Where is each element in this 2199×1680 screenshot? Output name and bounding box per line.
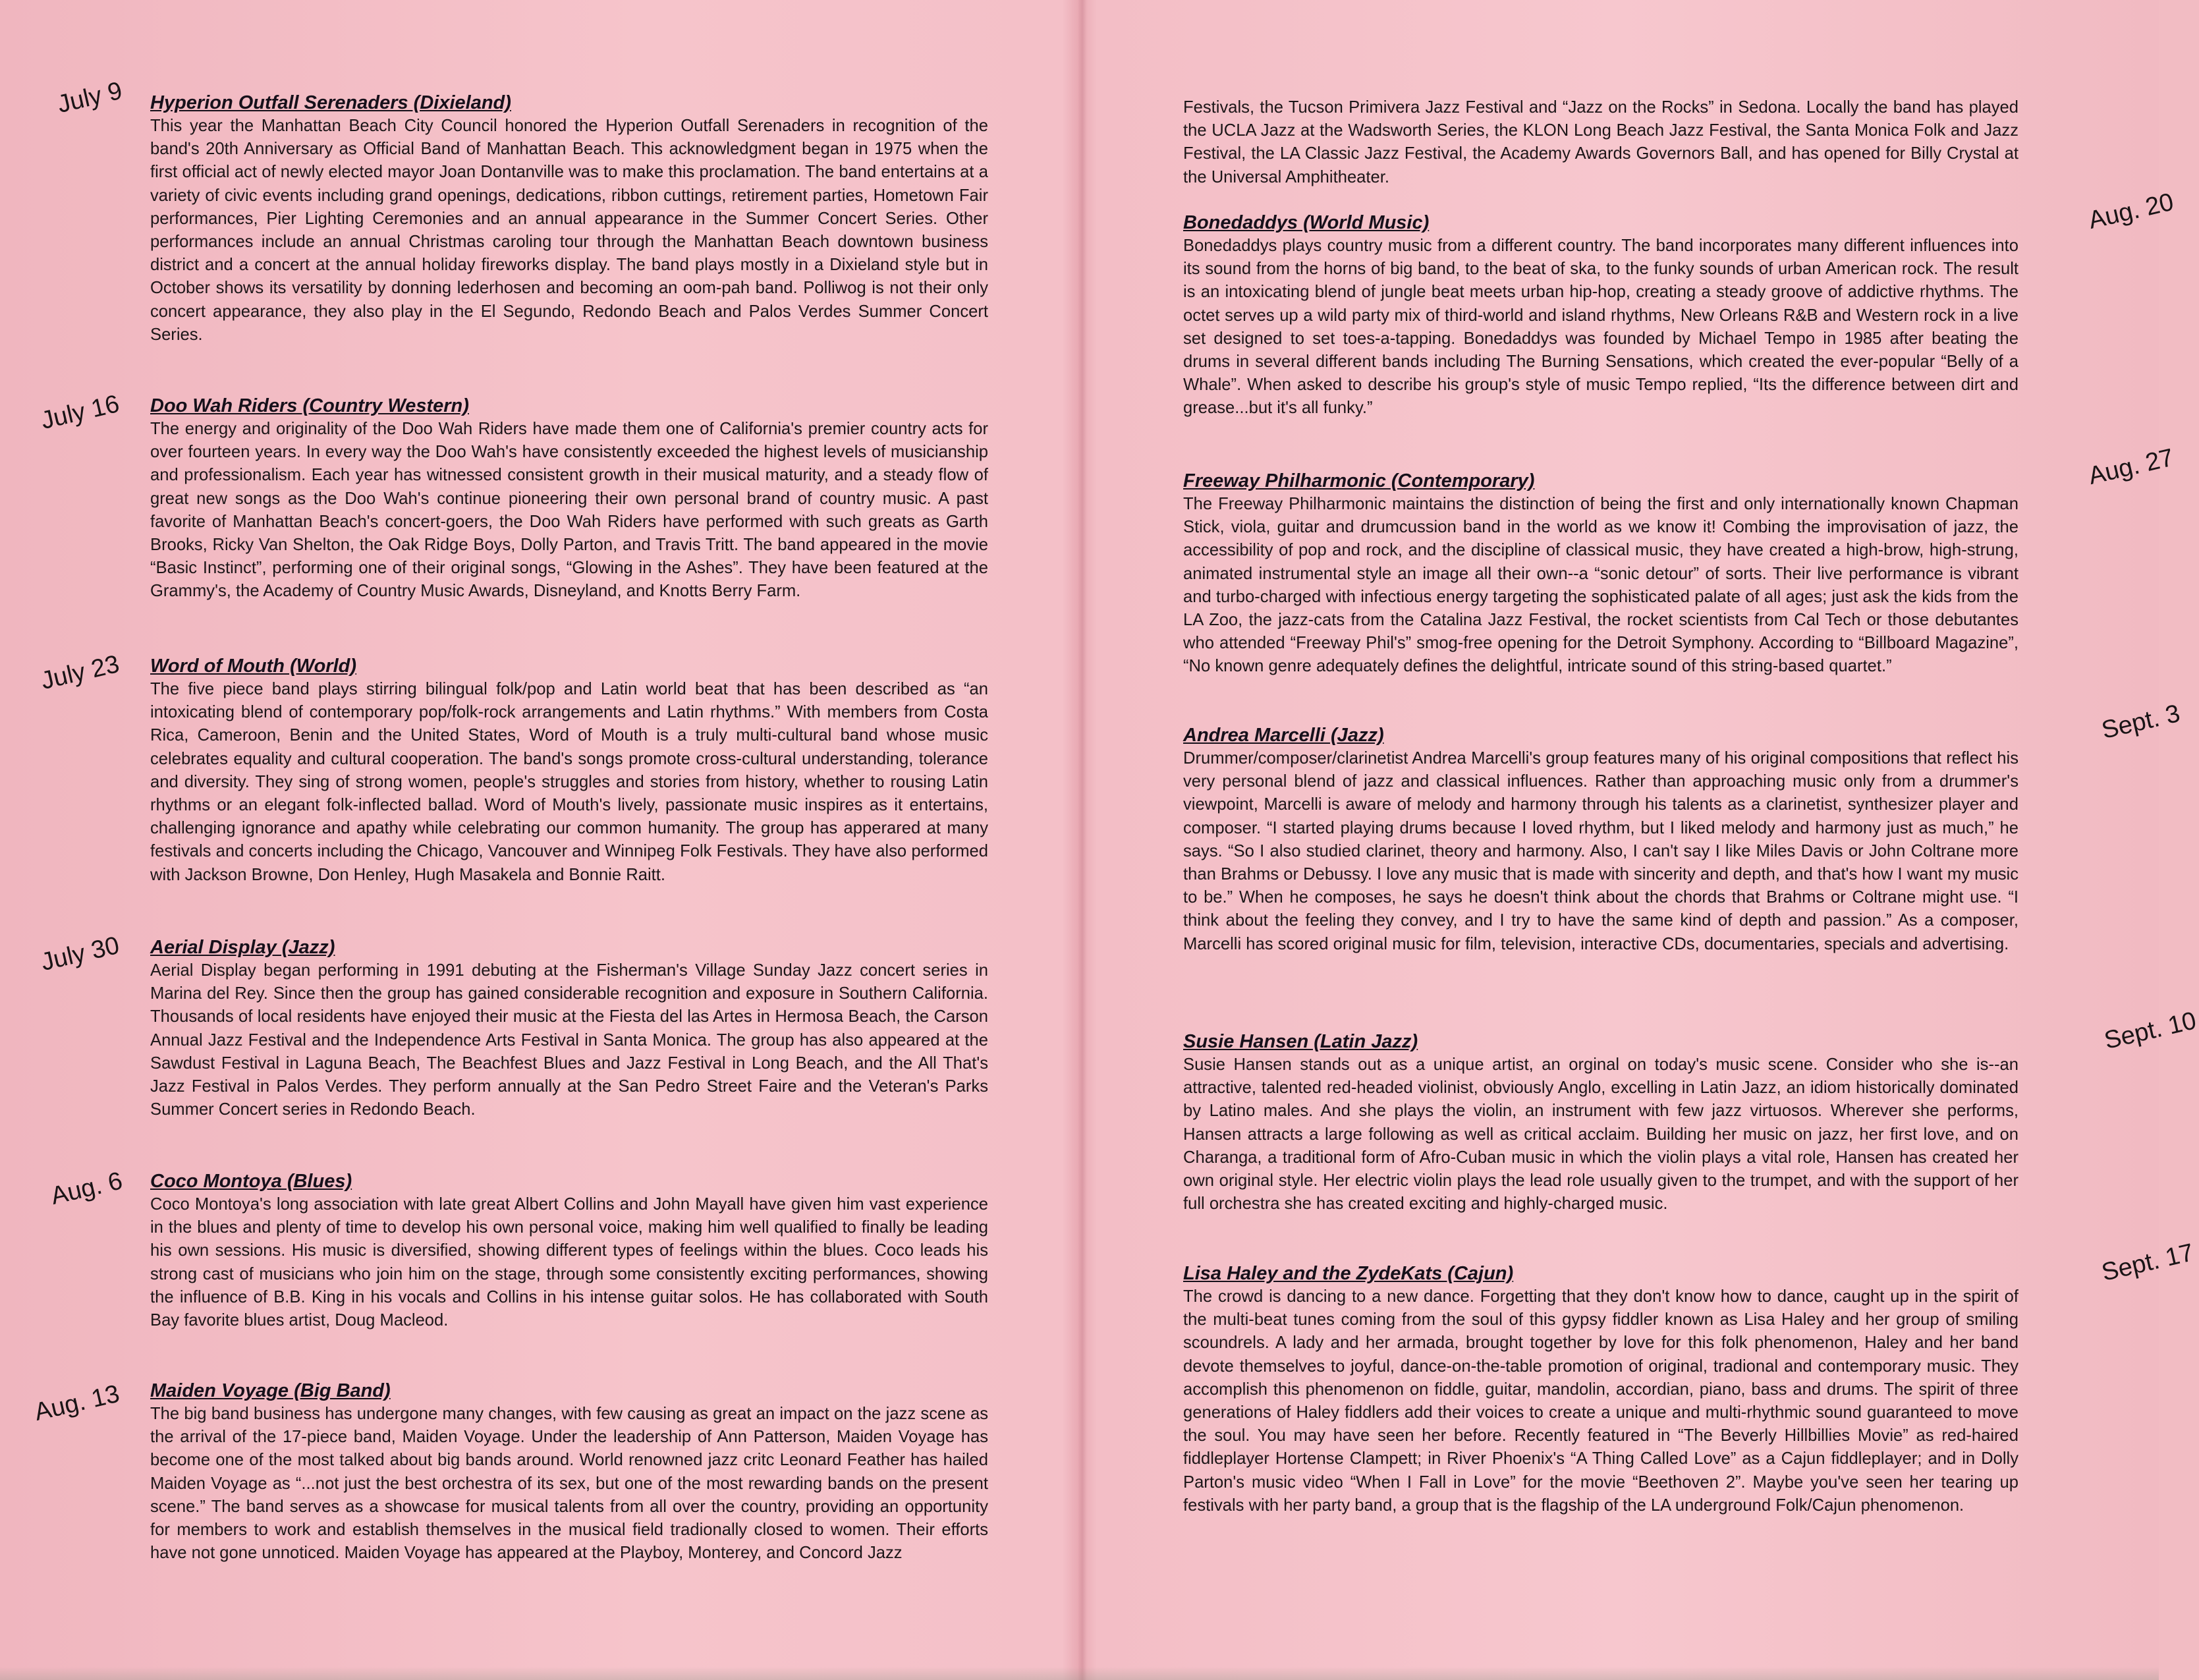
band-description: The crowd is dancing to a new dance. Forgetting that they don't know how to dance, caught up in the spirit of the multi-beat tunes coming from the soul of this gypsy fiddler known as Lisa Haley and her group of smiling scoundrels. A lady and her armada, brought together by love for this folk phenomenon, Haley and her band devote themselves to joyful, dance-on-the-table promotion of original, tradional and contemporary music. They accomplish this phenomenon on fiddle, guitar, mandolin, accordian, piano, bass and drums. The spirit of three generations of Haley fiddlers add their voices to create a unique and multi-rhythmic sound guaranteed to move the soul. You may have seen her before. Recently featured in “The Beverly Hillbillies Movie” as red-haired fiddleplayer Hortense Clampett; in River Phoenix's “A Thing Called Love” as a Cajun fiddleplayer; and in Dolly Parton's music video “When I Fall in Love” for the movie “Beethoven 2”. Maybe you've seen her tearing up festivals with her party band, a group that is the flagship of the LA underground Folk/Cajun phenomenon. [1183, 1287, 2018, 1515]
band-description: Coco Montoya's long association with late great Albert Collins and John Mayall have given him vast experience in the blues and plenty of time to develop his own personal voice, making him well qualified to finally be leading his own sessions. His music is diversified, showing different types of feelings within the blues. Coco leads his strong cast of musicians who join him on the stage, through some consistently exciting performances, showing the influence of B.B. King in his vocals and Collins in his intense guitar solos. He has collaborated with South Bay favorite blues artist, Doug Macleod. [150, 1195, 988, 1330]
concert-date: July 23 [38, 650, 123, 696]
concert-entry [1183, 700, 2183, 956]
band-description: Bonedaddys plays country music from a different country. The band incorporates many different influences into its sound from the horns of big band, to the beat of ska, to the funky sounds of urban American rock. The result is an intoxicating blend of jungle beat meets urban hip-hop, creating a steady groove of addictive rhythms. The octet serves up a wild party mix of third-world and island rhythms, New Orleans R&B and Western rock in a live set designed to set toes-a-tapping. Bonedaddys was founded by Michael Tempo in 1985 after beating the drums in several different bands including The Burning Sensations, which created the ever-popular “Belly of a Whale”. When asked to describe his group's style of music Tempo replied, “Its the difference between dirt and grease...but it's all funky.” [1183, 237, 2018, 418]
band-description: This year the Manhattan Beach City Council honored the Hyperion Outfall Serenaders in recognition of the band's 20th Anniversary as Official Band of Manhattan Beach. This acknowledgment began in 1975 when the first official act of newly elected mayor Joan Dontanville was to make this proclamation. The band entertains at a variety of civic events including grand openings, dedications, ribbon cuttings, retirement parties, Hometown Fair performances, Pier Lighting Ceremonies and an annual appearance in the Summer Concert Series. Other performances include an annual Christmas caroling tour through the Manhattan Beach downtown business district and a concert at the annual holiday fireworks display. The band plays mostly in a Dixieland style but in October shows its versatility by donning lederhosen and becoming an oom-pah band. Polliwog is not their only concert appearance, they also play in the El Segundo, Redondo Beach and Palos Verdes Summer Concert Series. [150, 117, 988, 344]
concert-date: Sept. 17 [2099, 1239, 2196, 1287]
band-description: Aerial Display began performing in 1991 debuting at the Fisherman's Village Sunday Jazz concert series in Marina del Rey. Since then the group has gained considerable recognition and exposure in Southern California. Thousands of local residents have enjoyed their music at the Fiesta del las Artes in Hermosa Beach, the Carson Annual Jazz Festival and the Independence Arts Festival in Santa Monica. The group has also appeared at the Sawdust Festival in Laguna Beach, The Beachfest Blues and Jazz Festival in Long Beach, and the All That's Jazz Festival in Palos Verdes. They perform annually at the San Pedro Street Faire and the Veteran's Parks Summer Concert series in Redondo Beach. [150, 961, 988, 1119]
concert-entry [55, 76, 988, 347]
band-description: The energy and originality of the Doo Wah Riders have made them one of California's premier country acts for over fourteen years. In every way the Doo Wah's have consistently exceeded the highest levels of musicianship and professionalism. Each year has witnessed consistent growth in their musical maturity, and a steady flow of great new songs as the Doo Wah's continue pioneering their own personal brand of country music. A past favorite of Manhattan Beach's concert-goers, the Doo Wah Riders have performed with such greats as Garth Brooks, Ricky Van Shelton, the Oak Ridge Boys, Dolly Parton, and Travis Tritt. The band appeared in the movie “Basic Instinct”, performing one of their original songs, “Glowing in the Ashes”. They have been featured at the Grammy's, the Academy of Country Music Awards, Disneyland, and Knotts Berry Farm. [150, 420, 988, 601]
concert-date: Aug. 20 [2086, 188, 2177, 235]
band-title: Bonedaddys (World Music) [1183, 212, 1430, 233]
band-title: Susie Hansen (Latin Jazz) [1183, 1031, 1418, 1052]
concert-entry [1183, 1239, 2196, 1517]
concert-entry [48, 1167, 988, 1332]
concert-date: Sept. 3 [2099, 700, 2183, 745]
concert-entry [1183, 1007, 2199, 1216]
concert-date: July 16 [38, 390, 123, 435]
concert-entry [1183, 443, 2177, 679]
concert-entry [1183, 188, 2177, 420]
concert-date: Aug. 13 [32, 1380, 123, 1427]
right-page [1087, 0, 2199, 1680]
band-title: Word of Mouth (World) [150, 656, 356, 677]
concert-date: July 9 [55, 76, 125, 119]
band-description: Susie Hansen stands out as a unique artist, an orginal on today's music scene. Consider who she is--an attractive, talented red-headed violinist, obviously Anglo, excelling in Latin Jazz, an idiom historically dominated by Latino males. And she plays the violin, an instrument with few jazz virtuosos. Wherever she performs, Hansen attracts a large following as well as critical acclaim. Building her music on jazz, her first love, and on Charanga, a traditional form of Afro-Cuban music in which the violin plays a vital role, Hansen has created her own original style. Her electric violin plays the lead role usually given to the trumpet, and with the support of her full orchestra she has created exciting and highly-charged music. [1183, 1055, 2018, 1214]
band-title: Freeway Philharmonic (Contemporary) [1183, 470, 1535, 491]
concert-date: July 30 [38, 932, 123, 977]
concert-entry [38, 650, 988, 887]
concert-date: Sept. 10 [2102, 1007, 2199, 1055]
band-title: Aerial Display (Jazz) [150, 937, 335, 958]
band-description: The Freeway Philharmonic maintains the distinction of being the first and only internationally known Chapman Stick, viola, guitar and drumcussion band in the world as we know it! Combing the improvisation of jazz, the accessibility of pop and rock, and the discipline of classical music, they have created a high-brow, high-strung, animated instrumental style an image all their own--a “sonic detour” of sorts. Their live performance is vibrant and turbo-charged with infectious energy targeting the sophisticated palate of all ages; just ask the kids from the LA Zoo, the jazz-cats from the Catalina Jazz Festival, the rocket scientists from Cal Tech or those debutantes who attended “Freeway Phil's” smog-free opening for the Detroit Symphony. According to “Billboard Magazine”, “No known genre adequately defines the delightful, intricate sound of this string-based quartet.” [1183, 495, 2018, 676]
band-title: Lisa Haley and the ZydeKats (Cajun) [1183, 1263, 1514, 1284]
concert-entry [38, 932, 988, 1121]
band-description: The five piece band plays stirring bilingual folk/pop and Latin world beat that has been described as “an intoxicating blend of contemporary pop/folk-rock arrangements and Latin rhythms.” With members from Costa Rica, Cameroon, Benin and the United States, Word of Mouth is a truly multi-cultural band whose music celebrates equality and cultural cooperation. The band's songs promote cross-cultural understanding, tolerance and diversity. They sing of strong women, people's struggles and stories from history, whether to rousing Latin rhythms or an elegant folk-inflected ballad. Word of Mouth's lively, passionate music inspires as it entertains, challenging ignorance and apathy while celebrating our common humanity. The group has apperared at many festivals and concerts including the Chicago, Vancouver and Winnipeg Folk Festivals. They have also performed with Jackson Browne, Don Henley, Hugh Masakela and Bonnie Raitt. [150, 680, 988, 884]
concert-entry [38, 390, 988, 603]
band-title: Hyperion Outfall Serenaders (Dixieland) [150, 92, 511, 113]
band-description: The big band business has undergone many changes, with few causing as great an impact on the jazz scene as the arrival of the 17-piece band, Maiden Voyage. Under the leadership of Ann Patterson, Maiden Voyage has become one of the most talked about big bands around. World renowned jazz critc Leonard Feather has hailed Maiden Voyage as “...not just the best orchestra of its sex, but one of the most rewarding bands on the present scene.” The band serves as a showcase for musical talents from all over the country, providing an opportunity for members to work and establish themselves in the musical field tradionally closed to women. Their efforts have not gone unnoticed. Maiden Voyage has appeared at the Playboy, Monterey, and Concord Jazz [150, 1405, 988, 1563]
band-title: Coco Montoya (Blues) [150, 1171, 352, 1192]
center-fold [1078, 0, 1087, 1680]
band-description-continued: Festivals, the Tucson Primivera Jazz Festival and “Jazz on the Rocks” in Sedona. Locally the band has played the UCLA Jazz at the Wadsworth Series, the KLON Long Beach Jazz Festival, the Santa Monica Folk and Jazz Festival, the LA Classic Jazz Festival, the Academy Awards Governors Ball, and has opened for Billy Crystal at the Universal Amphitheater. [1183, 98, 2018, 186]
continuation-text [1183, 96, 2018, 189]
concert-entry [32, 1379, 988, 1565]
concert-date: Aug. 27 [2086, 443, 2177, 491]
band-description: Drummer/composer/clarinetist Andrea Marcelli's group features many of his original compositions that reflect his very personal blend of jazz and classical influences. Rather than approaching music only from a drummer's viewpoint, Marcelli is aware of melody and harmony through his talents as a clarinetist, synthesizer player and composer. “I started playing drums because I loved rhythm, but I liked melody and harmony just as much,” he says. “So I also studied clarinet, theory and harmony. Also, I can't say I like Miles Davis or John Coltrane more than Brahms or Debussy. I love any music that is made with sincerity and depth, and that's how I want my music to be.” When he composes, he says he doesn't think about the chords that Brahms or Coltrane might use. “I think about the feeling they convey, and I try to have the same kind of depth and passion.” As a composer, Marcelli has scored original music for film, television, interactive CDs, documentaries, specials and advertising. [1183, 749, 2018, 953]
band-title: Doo Wah Riders (Country Western) [150, 395, 469, 416]
band-title: Andrea Marcelli (Jazz) [1183, 725, 1384, 746]
concert-date: Aug. 6 [48, 1167, 125, 1211]
left-page [0, 0, 1078, 1680]
band-title: Maiden Voyage (Big Band) [150, 1380, 391, 1401]
